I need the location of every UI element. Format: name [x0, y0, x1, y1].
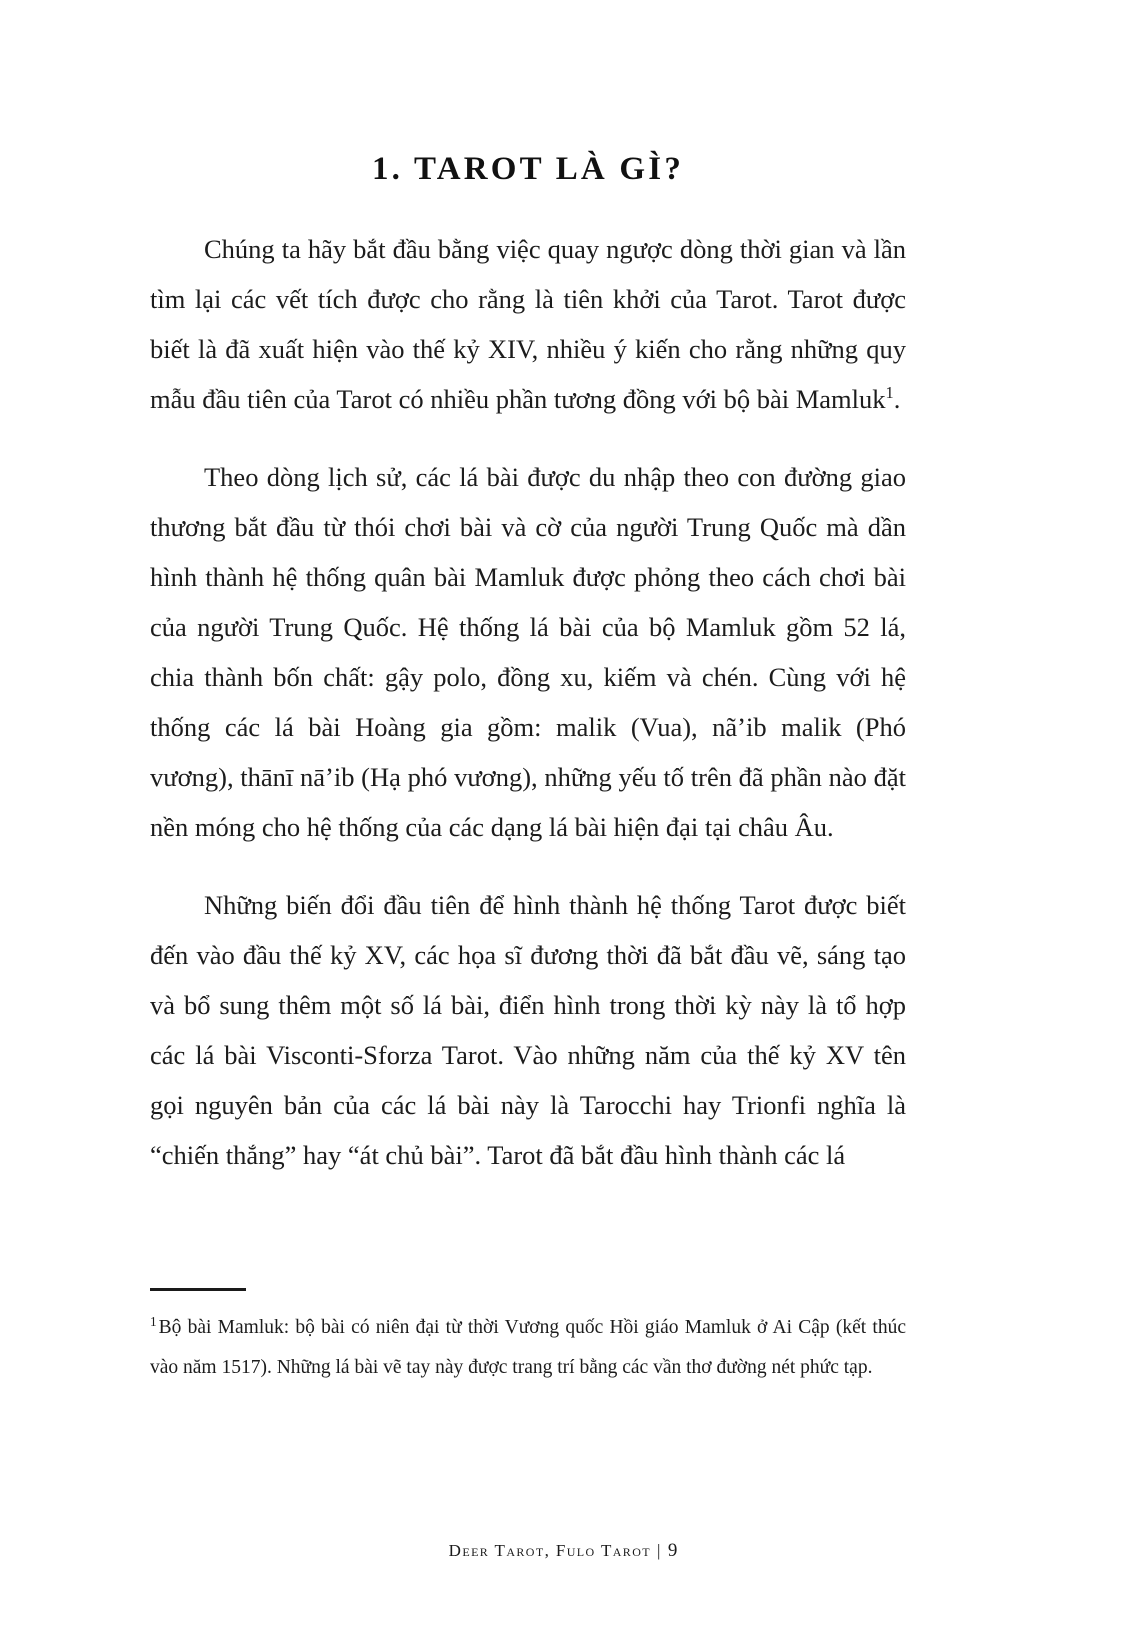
- footer-book-title: Deer Tarot, Fulo Tarot: [448, 1541, 652, 1560]
- footnote-body-text: Bộ bài Mamluk: bộ bài có niên đại từ thời Vương quốc Hồi giáo Mamluk ở Ai Cập (kết thúc vào năm 1517). Những lá bài vẽ tay này được trang trí bằng các vần thơ đường nét phức tạp.: [150, 1317, 906, 1378]
- footnote-entry: [150, 1308, 906, 1388]
- footnote-separator-rule: [150, 1288, 246, 1291]
- footnote-block: [150, 1288, 906, 1388]
- footnote-marker: 1: [150, 1313, 157, 1329]
- paragraph-2: Theo dòng lịch sử, các lá bài được du nhập theo con đường giao thương bắt đầu từ thói chơi bài và cờ của người Trung Quốc mà dần hình thành hệ thống quân bài Mamluk được phỏng theo cách chơi bài của người Trung Quốc. Hệ thống lá bài của bộ Mamluk gồm 52 lá, chia thành bốn chất: gậy polo, đồng xu, kiếm và chén. Cùng với hệ thống các lá bài Hoàng gia gồm: malik (Vua), nã’ib malik (Phó vương), thānī nā’ib (Hạ phó vương), những yếu tố trên đã phần nào đặt nền móng cho hệ thống của các dạng lá bài hiện đại tại châu Âu.: [150, 461, 906, 842]
- paragraph-1-text: Chúng ta hãy bắt đầu bằng việc quay ngược dòng thời gian và lần tìm lại các vết tích được cho rằng là tiên khởi của Tarot. Tarot được biết là đã xuất hiện vào thế kỷ XIV, nhiều ý kiến cho rằng những quy mẫu đầu tiên của Tarot có nhiều phần tương đồng với bộ bài Mamluk: [150, 233, 906, 414]
- running-footer: [0, 1540, 1126, 1562]
- footer-separator: |: [657, 1541, 662, 1560]
- page-title: 1. TAROT LÀ GÌ?: [371, 151, 685, 187]
- paragraph-1-period: .: [893, 383, 901, 414]
- paragraph-3: Những biến đổi đầu tiên để hình thành hệ thống Tarot được biết đến vào đầu thế kỷ XV, các họa sĩ đương thời đã bắt đầu vẽ, sáng tạo và bổ sung thêm một số lá bài, điển hình trong thời kỳ này là tổ hợp các lá bài Visconti-Sforza Tarot. Vào những năm của thế kỷ XV tên gọi nguyên bản của các lá bài này là Tarocchi hay Trionfi nghĩa là “chiến thắng” hay “át chủ bài”. Tarot đã bắt đầu hình thành các lá: [150, 889, 906, 1170]
- page-number: 9: [667, 1540, 678, 1561]
- paragraph-1: [150, 224, 906, 424]
- page-content-column: [150, 0, 906, 1180]
- body-text-block: [150, 224, 906, 1180]
- footnote-reference-icon[interactable]: 1: [885, 382, 894, 402]
